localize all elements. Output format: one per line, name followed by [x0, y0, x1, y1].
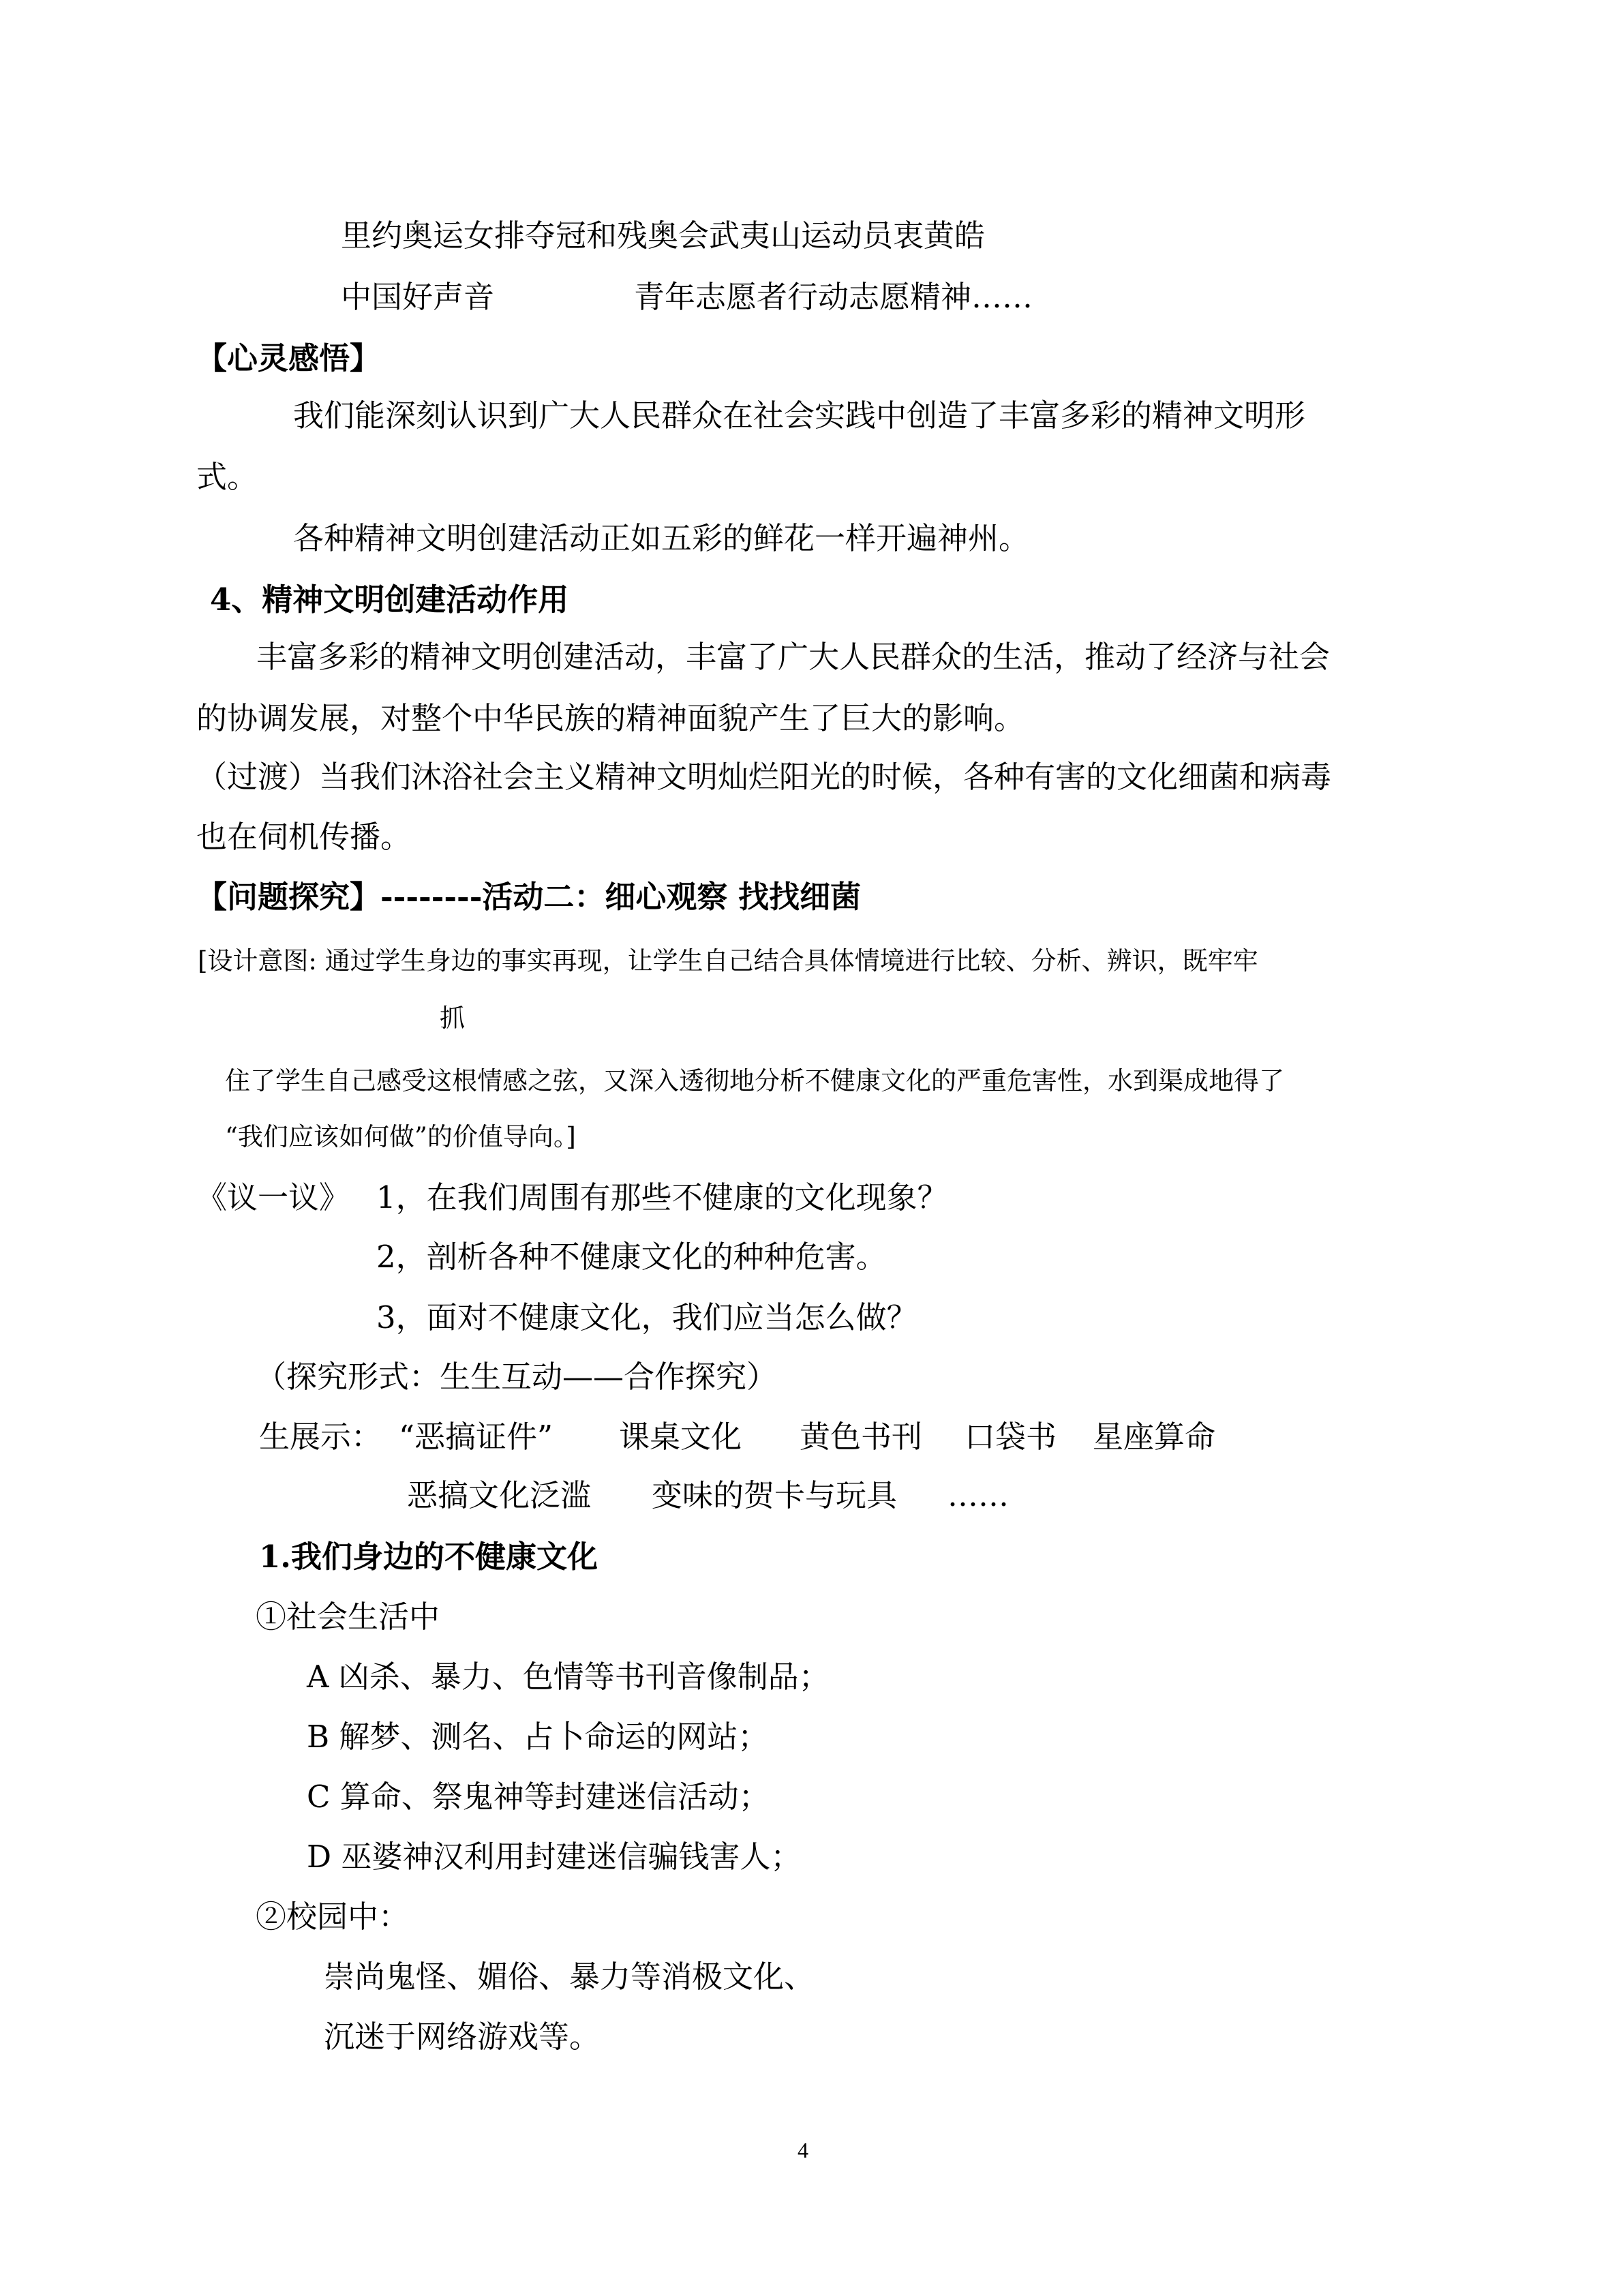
- paragraph-line: 各种精神文明创建活动正如五彩的鲜花一样开遍神州。: [293, 520, 1030, 556]
- paragraph-line: 式。: [196, 459, 258, 495]
- list-item: C 算命、祭鬼神等封建迷信活动；: [307, 1779, 770, 1815]
- design-intent-line: 住了学生自己感受这根情感之弦，又深入透彻地分析不健康文化的严重危害性，水到渠成地得了: [225, 1066, 1284, 1096]
- showcase-item: “恶搞证件”: [399, 1419, 553, 1455]
- text-line: 中国好声音: [341, 279, 495, 315]
- list-item: A 凶杀、暴力、色情等书刊音像制品；: [307, 1659, 830, 1695]
- discussion-question: 3，面对不健康文化，我们应当怎么做？: [376, 1299, 917, 1335]
- discussion-label: 《议一议》: [196, 1179, 350, 1215]
- section-heading: 4、精神文明创建活动作用: [210, 581, 569, 618]
- section-heading: 【问题探究】--------活动二：细心观察 找找细菌: [196, 879, 862, 915]
- list-item: B 解梦、测名、占卜命运的网站；: [307, 1719, 769, 1755]
- list-item: 崇尚鬼怪、媚俗、暴力等消极文化、: [324, 1959, 815, 1995]
- showcase-item: 星座算命: [1093, 1419, 1216, 1455]
- section-heading: 【心灵感悟】: [196, 340, 381, 376]
- showcase-label: 生展示：: [259, 1419, 382, 1455]
- paragraph-line: 我们能深刻认识到广大人民群众在社会实践中创造了丰富多彩的精神文明形: [293, 397, 1306, 434]
- list-item: 沉迷于网络游戏等。: [324, 2019, 601, 2055]
- discussion-question: 1，在我们周围有那些不健康的文化现象？: [376, 1179, 948, 1215]
- design-intent-line: 抓: [440, 1003, 465, 1033]
- showcase-item: 变味的贺卡与玩具: [652, 1477, 898, 1513]
- list-item: D 巫婆神汉利用封建迷信骗钱害人；: [307, 1839, 802, 1875]
- section-heading: 1.我们身边的不健康文化: [259, 1539, 598, 1575]
- page-number: 4: [798, 2138, 808, 2162]
- paragraph-line: 丰富多彩的精神文明创建活动，丰富了广大人民群众的生活，推动了经济与社会: [256, 639, 1331, 675]
- showcase-item: 恶搞文化泛滥: [407, 1477, 592, 1513]
- paragraph-line: （探究形式：生生互动——合作探究）: [256, 1359, 778, 1395]
- text-line: 里约奥运女排夺冠和残奥会武夷山运动员衷黄皓: [341, 217, 986, 254]
- design-intent-line: [设计意图: 通过学生身边的事实再现，让学生自己结合具体情境进行比较、分析、辨识，既牢牢: [198, 946, 1258, 976]
- design-intent-line: “我们应该如何做”的价值导向。]: [225, 1122, 576, 1151]
- showcase-item: ……: [947, 1477, 1009, 1513]
- list-heading: ①社会生活中: [256, 1599, 440, 1635]
- paragraph-line: 的协调发展，对整个中华民族的精神面貌产生了巨大的影响。: [196, 700, 1025, 736]
- showcase-item: 口袋书: [965, 1419, 1057, 1455]
- text-line: 青年志愿者行动志愿精神……: [634, 279, 1033, 315]
- showcase-item: 课桌文化: [619, 1419, 742, 1455]
- showcase-item: 黄色书刊: [800, 1419, 923, 1455]
- paragraph-line: （过渡）当我们沐浴社会主义精神文明灿烂阳光的时候，各种有害的文化细菌和病毒: [196, 759, 1332, 795]
- paragraph-line: 也在伺机传播。: [196, 819, 412, 855]
- list-heading: ②校园中：: [256, 1899, 410, 1935]
- discussion-question: 2，剖析各种不健康文化的种种危害。: [376, 1239, 887, 1275]
